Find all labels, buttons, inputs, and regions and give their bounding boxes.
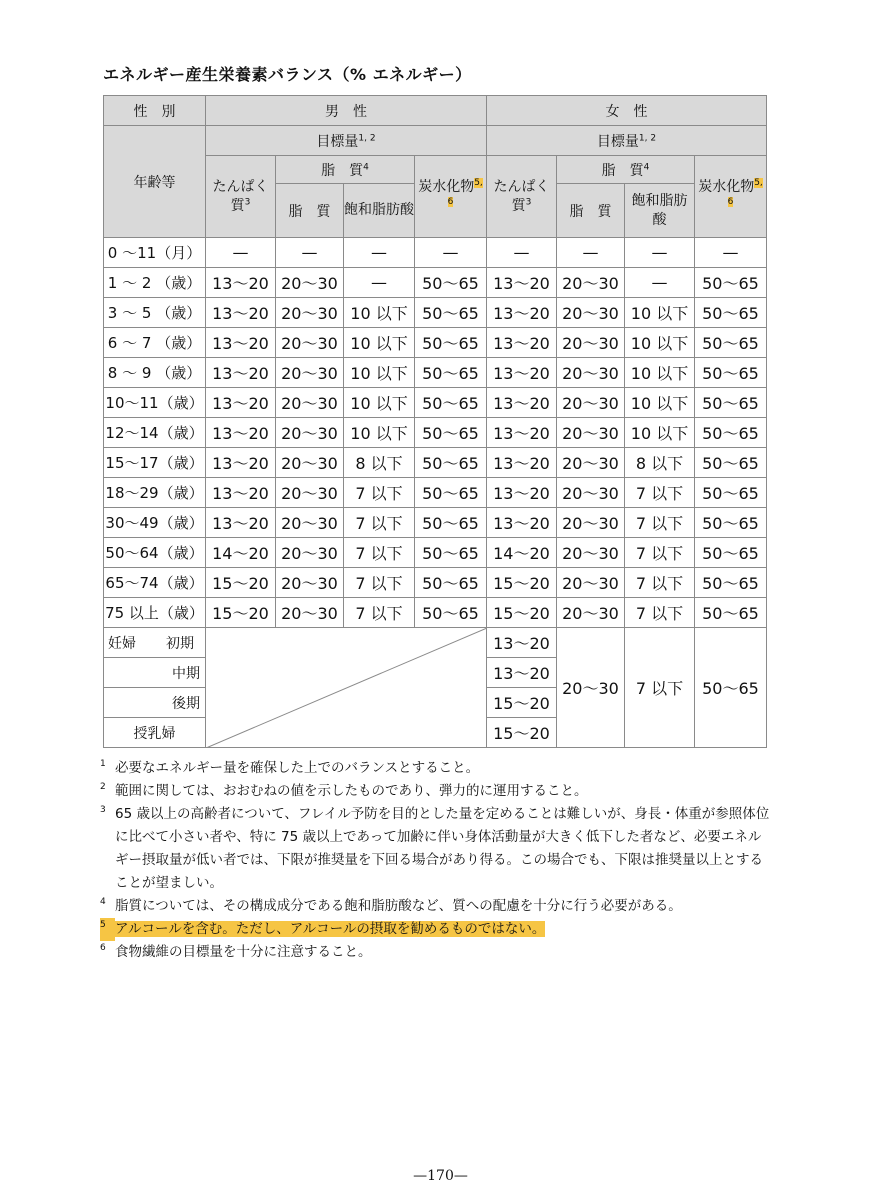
footnote-number: 4 (100, 897, 106, 907)
pregnancy-row (104, 628, 767, 658)
female-value-cell: 7 以下 (625, 598, 695, 628)
female-value-cell: 13～20 (487, 268, 557, 298)
male-value-cell: 50～65 (415, 418, 487, 448)
female-value-cell: 7 以下 (625, 508, 695, 538)
male-value-cell: 13～20 (206, 478, 276, 508)
female-value-cell: 13～20 (487, 358, 557, 388)
male-value-cell: 20～30 (276, 418, 344, 448)
female-value-cell: — (695, 238, 767, 268)
female-value-cell: — (625, 268, 695, 298)
male-value-cell: 10 以下 (344, 358, 415, 388)
male-value-cell: 7 以下 (344, 568, 415, 598)
female-target-header: 目標量$^{1, 2}$ (487, 126, 767, 156)
male-value-cell: 13～20 (206, 328, 276, 358)
table-row (104, 598, 767, 628)
female-lipid-header: 脂 質$^4$ (557, 156, 695, 184)
male-value-cell: 20～30 (276, 508, 344, 538)
female-value-cell: 10 以下 (625, 358, 695, 388)
male-value-cell: 20～30 (276, 358, 344, 388)
female-value-cell: 7 以下 (625, 538, 695, 568)
female-protein-cell: 13～20 (487, 658, 557, 688)
male-value-cell: 8 以下 (344, 448, 415, 478)
pregnancy-stage-label: 中期 (104, 658, 206, 688)
female-value-cell: 50～65 (695, 478, 767, 508)
female-value-cell: 13～20 (487, 508, 557, 538)
male-value-cell: 10 以下 (344, 298, 415, 328)
not-applicable-diagonal (206, 628, 487, 748)
male-value-cell: 10 以下 (344, 418, 415, 448)
table-row (104, 238, 767, 268)
female-value-cell: 20～30 (557, 388, 625, 418)
female-value-cell: 20～30 (557, 328, 625, 358)
footnote-number: 5 (100, 918, 115, 941)
female-value-cell: 50～65 (695, 418, 767, 448)
male-value-cell: 20～30 (276, 478, 344, 508)
female-protein-header: たんぱく質$^3$ (487, 156, 557, 238)
male-value-cell: 50～65 (415, 328, 487, 358)
page-number: —170— (413, 1168, 468, 1184)
female-carb-merged-cell: 50～65 (695, 628, 767, 748)
male-value-cell: — (276, 238, 344, 268)
female-sfa-merged-cell: 7 以下 (625, 628, 695, 748)
male-value-cell: 50～65 (415, 298, 487, 328)
male-value-cell: 7 以下 (344, 508, 415, 538)
male-protein-header: たんぱく質$^3$ (206, 156, 276, 238)
female-value-cell: 20～30 (557, 418, 625, 448)
age-cell: 0 ～11（月） (104, 238, 206, 268)
table-row (104, 388, 767, 418)
age-cell: 18～29（歳） (104, 478, 206, 508)
table-row (104, 508, 767, 538)
footnote-2 (100, 780, 770, 803)
female-value-cell: 20～30 (557, 508, 625, 538)
footnote-text: アルコールを含む。ただし、アルコールの摂取を勧めるものではない。 (115, 921, 546, 937)
female-value-cell: 14～20 (487, 538, 557, 568)
male-value-cell: 10 以下 (344, 388, 415, 418)
female-value-cell: 50～65 (695, 538, 767, 568)
table-row (104, 298, 767, 328)
footnote-number: 3 (100, 805, 106, 815)
female-value-cell: 13～20 (487, 418, 557, 448)
male-value-cell: 13～20 (206, 298, 276, 328)
female-value-cell: 7 以下 (625, 568, 695, 598)
age-cell: 6 ～ 7 （歳） (104, 328, 206, 358)
male-value-cell: 13～20 (206, 448, 276, 478)
footnote-text: 65 歳以上の高齢者について、フレイル予防を目的とした量を定めることは難しいが、身長・体重が参照体位に比べて小さい者や、特に 75 歳以上であって加齢に伴い身体活動量が大きく低下した者など、必要エネルギー摂取量が低い者では、下限が推奨量を下回る場合があり得る。この場合でも、下限は推奨量以上とすることが望ましい。 (115, 806, 770, 891)
male-value-cell: — (415, 238, 487, 268)
male-value-cell: 50～65 (415, 388, 487, 418)
female-value-cell: 10 以下 (625, 388, 695, 418)
age-cell: 75 以上（歳） (104, 598, 206, 628)
male-value-cell: 13～20 (206, 358, 276, 388)
male-value-cell: 20～30 (276, 268, 344, 298)
female-sfa-header: 飽和脂肪酸 (625, 184, 695, 238)
male-value-cell: 13～20 (206, 268, 276, 298)
footnote-text: 食物繊維の目標量を十分に注意すること。 (115, 944, 372, 960)
table-row (104, 478, 767, 508)
age-cell: 30～49（歳） (104, 508, 206, 538)
female-value-cell: 50～65 (695, 328, 767, 358)
table-row (104, 358, 767, 388)
female-protein-cell: 13～20 (487, 628, 557, 658)
footnote-6 (100, 941, 770, 964)
male-value-cell: 15～20 (206, 598, 276, 628)
age-cell: 8 ～ 9 （歳） (104, 358, 206, 388)
female-value-cell: 50～65 (695, 358, 767, 388)
male-value-cell: 7 以下 (344, 478, 415, 508)
table-row (104, 568, 767, 598)
age-header: 年齢等 (104, 126, 206, 238)
female-value-cell: — (625, 238, 695, 268)
age-cell: 1 ～ 2 （歳） (104, 268, 206, 298)
female-value-cell: 20～30 (557, 538, 625, 568)
footnote-1 (100, 757, 770, 780)
footnote-text: 範囲に関しては、おおむねの値を示したものであり、弾力的に運用すること。 (115, 783, 588, 799)
female-value-cell: 50～65 (695, 388, 767, 418)
male-value-cell: 15～20 (206, 568, 276, 598)
table-row (104, 328, 767, 358)
female-value-cell: — (557, 238, 625, 268)
female-value-cell: 20～30 (557, 448, 625, 478)
male-value-cell: 20～30 (276, 598, 344, 628)
female-value-cell: 10 以下 (625, 298, 695, 328)
energy-balance-table (103, 95, 767, 748)
female-value-cell: 50～65 (695, 268, 767, 298)
female-value-cell: 10 以下 (625, 418, 695, 448)
footnote-number: 2 (100, 782, 106, 792)
female-value-cell: 50～65 (695, 508, 767, 538)
male-value-cell: 50～65 (415, 568, 487, 598)
male-value-cell: — (344, 238, 415, 268)
male-value-cell: 50～65 (415, 358, 487, 388)
male-target-header: 目標量$^{1, 2}$ (206, 126, 487, 156)
female-lipid-merged-cell: 20～30 (557, 628, 625, 748)
page-title: エネルギー産生栄養素バランス（% エネルギー） (103, 65, 472, 84)
table-row (104, 418, 767, 448)
age-cell: 65～74（歳） (104, 568, 206, 598)
female-value-cell: 20～30 (557, 478, 625, 508)
male-value-cell: 50～65 (415, 448, 487, 478)
female-value-cell: 10 以下 (625, 328, 695, 358)
male-lipid-sub-header: 脂 質 (276, 184, 344, 238)
diagonal-line (206, 628, 487, 748)
age-cell: 12～14（歳） (104, 418, 206, 448)
footnote-number: 1 (100, 759, 106, 769)
female-value-cell: 20～30 (557, 598, 625, 628)
male-value-cell: 20～30 (276, 328, 344, 358)
female-value-cell: 13～20 (487, 388, 557, 418)
age-cell: 3 ～ 5 （歳） (104, 298, 206, 328)
footnote-5 (100, 918, 770, 941)
male-lipid-header: 脂 質$^4$ (276, 156, 415, 184)
footnote-3 (100, 803, 770, 895)
male-value-cell: 20～30 (276, 448, 344, 478)
table-row (104, 538, 767, 568)
footnote-text: 脂質については、その構成成分である飽和脂肪酸など、質への配慮を十分に行う必要がある。 (115, 898, 682, 914)
female-value-cell: 50～65 (695, 298, 767, 328)
male-value-cell: 50～65 (415, 508, 487, 538)
footnote-4 (100, 895, 770, 918)
male-value-cell: 13～20 (206, 388, 276, 418)
female-protein-cell: 15～20 (487, 718, 557, 748)
table-row (104, 448, 767, 478)
male-value-cell: 20～30 (276, 388, 344, 418)
male-value-cell: 50～65 (415, 478, 487, 508)
female-value-cell: 50～65 (695, 448, 767, 478)
female-value-cell: 20～30 (557, 298, 625, 328)
female-value-cell: 20～30 (557, 568, 625, 598)
male-value-cell: 7 以下 (344, 598, 415, 628)
pregnancy-stage-label: 授乳婦 (104, 718, 206, 748)
footnotes (100, 757, 770, 964)
male-header: 男 性 (206, 96, 487, 126)
pregnant-early-label: 妊婦 初期 (104, 628, 206, 658)
footnote-text: 必要なエネルギー量を確保した上でのバランスとすること。 (115, 760, 480, 776)
male-value-cell: 20～30 (276, 568, 344, 598)
footnote-number: 6 (100, 943, 106, 953)
female-value-cell: 50～65 (695, 568, 767, 598)
female-value-cell: 50～65 (695, 598, 767, 628)
male-value-cell: 50～65 (415, 538, 487, 568)
male-value-cell: 50～65 (415, 598, 487, 628)
male-value-cell: 13～20 (206, 418, 276, 448)
female-value-cell: 20～30 (557, 358, 625, 388)
male-value-cell: 20～30 (276, 538, 344, 568)
female-lipid-sub-header: 脂 質 (557, 184, 625, 238)
male-value-cell: — (206, 238, 276, 268)
female-value-cell: 20～30 (557, 268, 625, 298)
female-value-cell: 13～20 (487, 328, 557, 358)
female-value-cell: 15～20 (487, 598, 557, 628)
female-value-cell: 13～20 (487, 478, 557, 508)
male-sfa-header: 飽和脂肪酸 (344, 184, 415, 238)
male-value-cell: 50～65 (415, 268, 487, 298)
age-cell: 15～17（歳） (104, 448, 206, 478)
female-header: 女 性 (487, 96, 767, 126)
male-value-cell: 10 以下 (344, 328, 415, 358)
female-value-cell: 13～20 (487, 298, 557, 328)
sex-header: 性 別 (104, 96, 206, 126)
male-value-cell: 20～30 (276, 298, 344, 328)
male-value-cell: 14～20 (206, 538, 276, 568)
female-value-cell: 13～20 (487, 448, 557, 478)
male-value-cell: 13～20 (206, 508, 276, 538)
female-protein-cell: 15～20 (487, 688, 557, 718)
female-value-cell: 15～20 (487, 568, 557, 598)
female-value-cell: — (487, 238, 557, 268)
female-value-cell: 7 以下 (625, 478, 695, 508)
age-cell: 10～11（歳） (104, 388, 206, 418)
table-row (104, 268, 767, 298)
female-carb-header: 炭水化物$^{5, 6}$ (695, 156, 767, 238)
male-carb-header: 炭水化物$^{5, 6}$ (415, 156, 487, 238)
male-value-cell: 7 以下 (344, 538, 415, 568)
male-value-cell: — (344, 268, 415, 298)
female-value-cell: 8 以下 (625, 448, 695, 478)
age-cell: 50～64（歳） (104, 538, 206, 568)
pregnancy-stage-label: 後期 (104, 688, 206, 718)
